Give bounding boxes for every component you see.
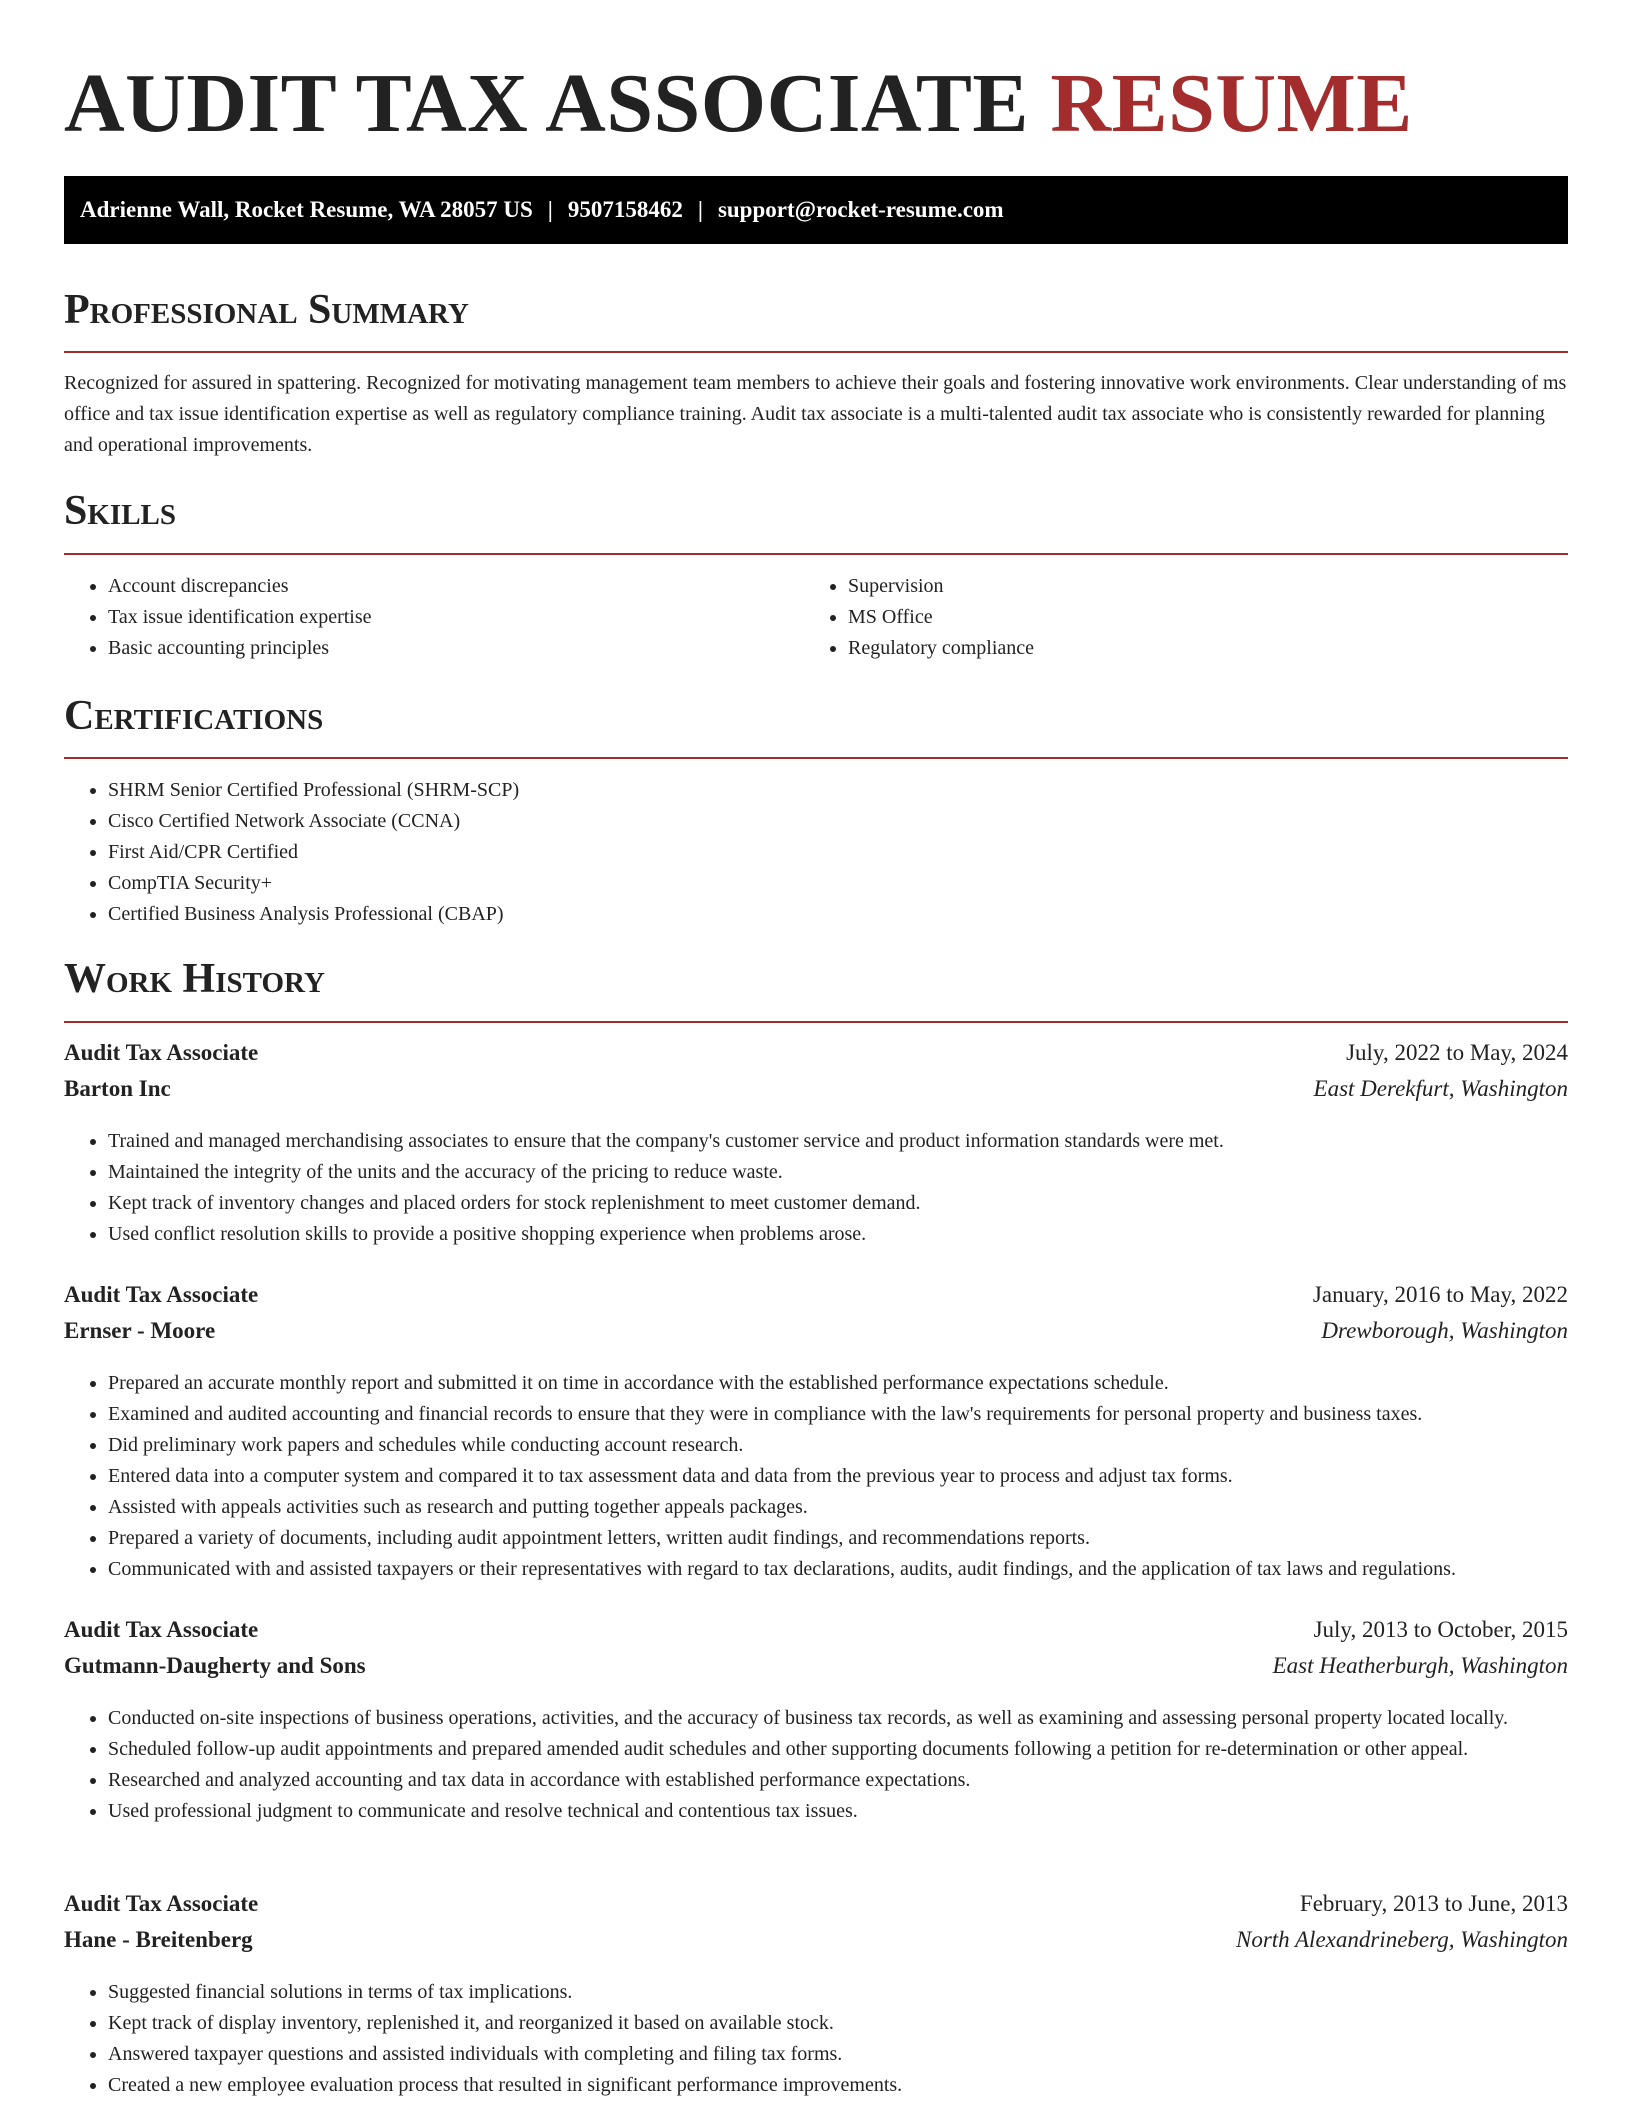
contact-separator: |	[547, 197, 553, 222]
job-header-row	[64, 1617, 1568, 1653]
job-title: Audit Tax Associate	[64, 1040, 259, 1065]
job-location: Drewborough, Washington	[1321, 1318, 1568, 1343]
skill-item: • Supervision	[848, 571, 1548, 602]
job-bullet: • Kept track of display inventory, replenished it, and reorganized it based on available stock.	[108, 2008, 1568, 2039]
job-dates: July, 2013 to October, 2015	[1313, 1617, 1568, 1642]
title-main: AUDIT TAX ASSOCIATE	[64, 57, 1029, 150]
skills-list-left	[64, 571, 808, 664]
job-bullets	[64, 1703, 1618, 1827]
job-location: North Alexandrineberg, Washington	[1235, 1927, 1568, 1952]
job-company-row	[64, 1076, 1568, 1112]
job-dates: July, 2022 to May, 2024	[1346, 1040, 1568, 1065]
summary-heading: Professional Summary	[64, 287, 469, 333]
job-location: East Derekfurt, Washington	[1313, 1076, 1568, 1101]
job-bullet: • Used professional judgment to communicate and resolve technical and contentious tax issues.	[108, 1796, 1618, 1827]
skills-heading: Skills	[64, 488, 177, 534]
certification-item: • Cisco Certified Network Associate (CCNA)	[108, 806, 1568, 837]
skill-item: • Tax issue identification expertise	[108, 602, 808, 633]
skill-item: • Basic accounting principles	[108, 633, 808, 664]
job-bullet: • Trained and managed merchandising associates to ensure that the company's customer service and product information standards were met.	[108, 1126, 1568, 1157]
job-header-row	[64, 1040, 1568, 1076]
contact-separator: |	[697, 197, 703, 222]
skills-list-right	[804, 571, 1548, 664]
job-title: Audit Tax Associate	[64, 1891, 259, 1916]
job-company: Gutmann-Daugherty and Sons	[64, 1653, 366, 1678]
job-bullet: • Maintained the integrity of the units and the accuracy of the pricing to reduce waste.	[108, 1157, 1568, 1188]
job-bullet: • Scheduled follow-up audit appointments and prepared amended audit schedules and other supporting documents following a petition for re-determination or other appeal.	[108, 1734, 1618, 1765]
certifications-heading: Certifications	[64, 693, 324, 739]
certification-item: • Certified Business Analysis Professional (CBAP)	[108, 899, 1568, 930]
job-bullet: • Assisted with appeals activities such as research and putting together appeals packages.	[108, 1492, 1618, 1523]
job-bullet: • Created a new employee evaluation process that resulted in significant performance improvements.	[108, 2070, 1568, 2101]
job-company: Ernser - Moore	[64, 1318, 216, 1343]
job-bullet: • Did preliminary work papers and schedules while conducting account research.	[108, 1430, 1618, 1461]
certification-item: • SHRM Senior Certified Professional (SHRM-SCP)	[108, 775, 1568, 806]
summary-text: Recognized for assured in spattering. Recognized for motivating management team members to achieve their goals and fostering innovative work environments. Clear understanding of ms office and tax issue identification expertise as well as regulatory compliance training. Audit tax associate is a multi-talented audit tax associate who is consistently rewarded for planning and operational improvements.	[64, 372, 1567, 456]
contact-address: Adrienne Wall, Rocket Resume, WA 28057 US	[80, 197, 533, 222]
skill-item: • Account discrepancies	[108, 571, 808, 602]
section-divider	[64, 1021, 1568, 1023]
skill-item: • MS Office	[848, 602, 1548, 633]
job-title: Audit Tax Associate	[64, 1617, 259, 1642]
job-bullet: • Entered data into a computer system and compared it to tax assessment data and data from the previous year to process and adjust tax forms.	[108, 1461, 1618, 1492]
job-bullet: • Communicated with and assisted taxpayers or their representatives with regard to tax declarations, audits, audit findings, and the application of tax laws and regulations.	[108, 1554, 1618, 1585]
job-bullet: • Used conflict resolution skills to provide a positive shopping experience when problems arose.	[108, 1219, 1568, 1250]
section-divider	[64, 757, 1568, 759]
section-divider	[64, 351, 1568, 353]
job-location: East Heatherburgh, Washington	[1272, 1653, 1568, 1678]
job-bullet: • Conducted on-site inspections of business operations, activities, and the accuracy of business tax records, as well as examining and assessing personal property located locally.	[108, 1703, 1618, 1734]
job-header-row	[64, 1891, 1568, 1927]
job-company-row	[64, 1927, 1568, 1963]
job-company: Barton Inc	[64, 1076, 171, 1101]
job-company-row	[64, 1318, 1568, 1354]
job-bullets	[64, 1126, 1568, 1250]
contact-bar	[64, 176, 1568, 244]
skill-item: • Regulatory compliance	[848, 633, 1548, 664]
job-bullet: • Suggested financial solutions in terms of tax implications.	[108, 1977, 1568, 2008]
job-bullet: • Answered taxpayer questions and assisted individuals with completing and filing tax forms.	[108, 2039, 1568, 2070]
certifications-list	[64, 775, 1568, 930]
section-divider	[64, 553, 1568, 555]
contact-email[interactable]: support@rocket-resume.com	[717, 197, 1004, 222]
job-dates: January, 2016 to May, 2022	[1312, 1282, 1568, 1307]
job-company: Hane - Breitenberg	[64, 1927, 253, 1952]
job-dates: February, 2013 to June, 2013	[1299, 1891, 1568, 1916]
work-history-heading: Work History	[64, 956, 325, 1002]
job-company-row	[64, 1653, 1568, 1689]
job-bullet: • Examined and audited accounting and financial records to ensure that they were in compliance with the law's requirements for personal property and business taxes.	[108, 1399, 1618, 1430]
job-bullets	[64, 1977, 1568, 2101]
job-bullet: • Prepared a variety of documents, including audit appointment letters, written audit findings, and recommendations reports.	[108, 1523, 1618, 1554]
contact-phone: 9507158462	[567, 197, 683, 222]
certification-item: • CompTIA Security+	[108, 868, 1568, 899]
job-header-row	[64, 1282, 1568, 1318]
title-accent: RESUME	[1050, 57, 1413, 150]
job-bullet: • Researched and analyzed accounting and tax data in accordance with established performance expectations.	[108, 1765, 1618, 1796]
resume-title	[64, 58, 1413, 150]
certification-item: • First Aid/CPR Certified	[108, 837, 1568, 868]
job-bullet: • Kept track of inventory changes and placed orders for stock replenishment to meet customer demand.	[108, 1188, 1568, 1219]
job-bullets	[64, 1368, 1618, 1585]
job-bullet: • Prepared an accurate monthly report and submitted it on time in accordance with the established performance expectations schedule.	[108, 1368, 1618, 1399]
job-title: Audit Tax Associate	[64, 1282, 259, 1307]
